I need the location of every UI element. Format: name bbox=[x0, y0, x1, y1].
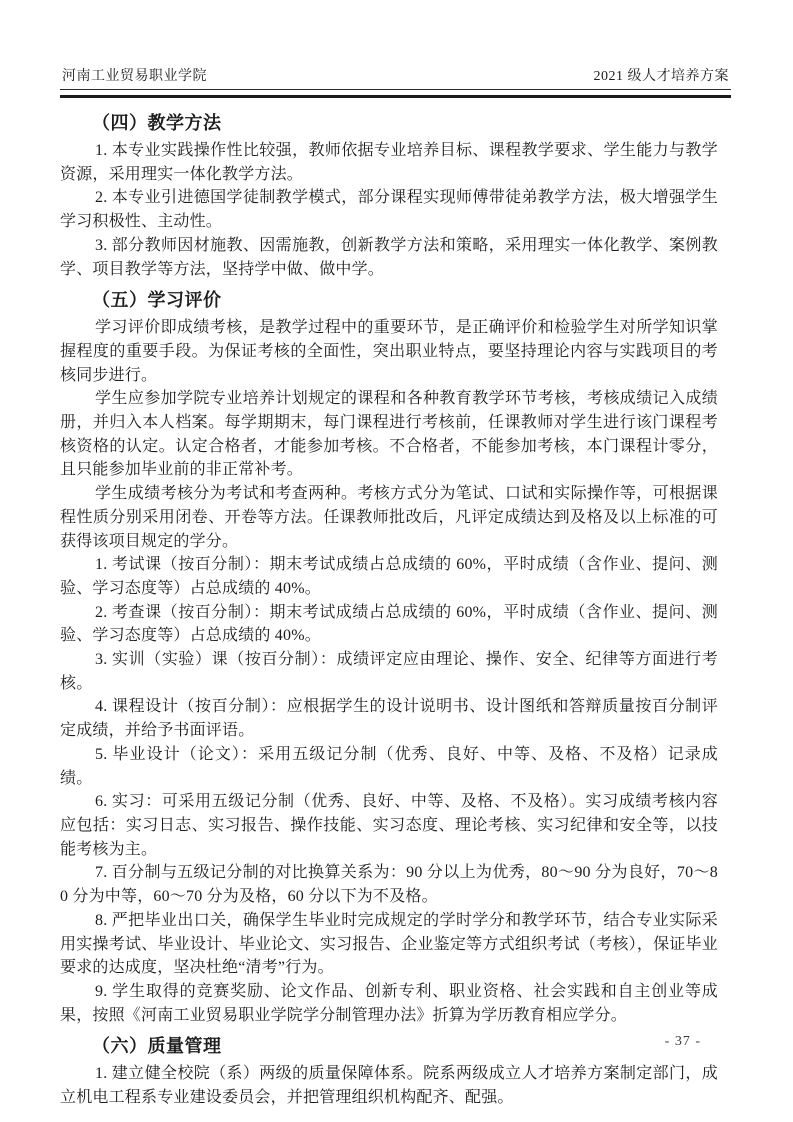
paragraph: 2. 本专业引进德国学徒制教学模式，部分课程实现师傅带徒弟教学方法，极大增强学生学习积极性、主动性。 bbox=[60, 189, 718, 231]
paragraph: 2. 考查课（按百分制）：期末考试成绩占总成绩的 60%，平时成绩（含作业、提问、测验、学习态度等）占总成绩的 40%。 bbox=[60, 603, 718, 645]
paragraph: 1. 本专业实践操作性比较强，教师依据专业培养目标、课程教学要求、学生能力与教学资源，采用理实一体化教学方法。 bbox=[60, 142, 718, 183]
header-school-name: 河南工业贸易职业学院 bbox=[62, 69, 207, 84]
section-quality-management bbox=[60, 1033, 718, 1109]
section-learning-evaluation bbox=[60, 287, 718, 1027]
header-rule-thin bbox=[60, 89, 731, 90]
header-doc-title: 2021 级人才培养方案 bbox=[593, 69, 729, 84]
paragraph: 9. 学生取得的竞赛奖励、论文作品、创新专利、职业资格、社会实践和自主创业等成果，按照《河南工业贸易职业学院学分制管理办法》折算为学历教育相应学分。 bbox=[60, 982, 718, 1024]
paragraph: 学习评价即成绩考核，是教学过程中的重要环节，是正确评价和检验学生对所学知识掌握程度的重要手段。为保证考核的全面性，突出职业特点，要坚持理论内容与实践项目的考核同步进行。 bbox=[60, 319, 718, 384]
paragraph: 4. 课程设计（按百分制）：应根据学生的设计说明书、设计图纸和答辩质量按百分制评定成绩，并给予书面评语。 bbox=[60, 698, 718, 740]
document-body bbox=[60, 104, 718, 1110]
page-number: - 37 - bbox=[664, 1034, 701, 1049]
paragraph: 3. 部分教师因材施教、因需施教，创新教学方法和策略，采用理实一体化教学、案例教学、项目教学等方法，坚持学中做、做中学。 bbox=[60, 236, 718, 278]
page-footer bbox=[665, 1034, 701, 1050]
header-row bbox=[60, 68, 731, 88]
paragraph: 学生应参加学院专业培养计划规定的课程和各种教育教学环节考核，考核成绩记入成绩册，并归入本人档案。每学期期末，每门课程进行考核前，任课教师对学生进行该门课程考核资格的认定。认定合格者，才能参加考核。不合格者，不能参加考核，本门课程计零分，且只能参加毕业前的非正常补考。 bbox=[60, 390, 718, 479]
section-teaching-methods bbox=[60, 110, 718, 281]
paragraph: 1. 考试课（按百分制）：期末考试成绩占总成绩的 60%，平时成绩（含作业、提问、测验、学习态度等）占总成绩的 40%。 bbox=[60, 556, 718, 597]
section-heading: （五）学习评价 bbox=[92, 290, 222, 311]
paragraph: 学生成绩考核分为考试和考查两种。考核方式分为笔试、口试和实际操作等，可根据课程性质分别采用闭卷、开卷等方法。任课教师批改后，凡评定成绩达到及格及以上标准的可获得该项目规定的学分。 bbox=[60, 485, 718, 550]
page-header bbox=[60, 68, 731, 98]
header-rule-thick bbox=[60, 95, 731, 98]
paragraph: 1. 建立健全校院（系）两级的质量保障体系。院系两级成立人才培养方案制定部门，成立机电工程系专业建设委员会，并把管理组织机构配齐、配强。 bbox=[60, 1065, 718, 1107]
paragraph: 6. 实习：可采用五级记分制（优秀、良好、中等、及格、不及格）。实习成绩考核内容应包括：实习日志、实习报告、操作技能、实习态度、理论考核、实习纪律和安全等，以技能考核为主。 bbox=[60, 793, 718, 858]
paragraph: 7. 百分制与五级记分制的对比换算关系为：90 分以上为优秀，80～90 分为良好，70～80 分为中等，60～70 分为及格，60 分以下为不及格。 bbox=[60, 864, 718, 906]
paragraph: 5. 毕业设计（论文）：采用五级记分制（优秀、良好、中等、及格、不及格）记录成绩。 bbox=[60, 745, 718, 787]
paragraph: 8. 严把毕业出口关，确保学生毕业时完成规定的学时学分和教学环节，结合专业实际采用实操考试、毕业设计、毕业论文、实习报告、企业鉴定等方式组织考试（考核），保证毕业要求的达成度，坚决杜绝“清考”行为。 bbox=[60, 911, 718, 977]
section-heading: （六）质量管理 bbox=[92, 1036, 222, 1057]
section-heading: （四）教学方法 bbox=[92, 113, 222, 133]
paragraph: 3. 实训（实验）课（按百分制）：成绩评定应由理论、操作、安全、纪律等方面进行考核。 bbox=[60, 651, 718, 692]
